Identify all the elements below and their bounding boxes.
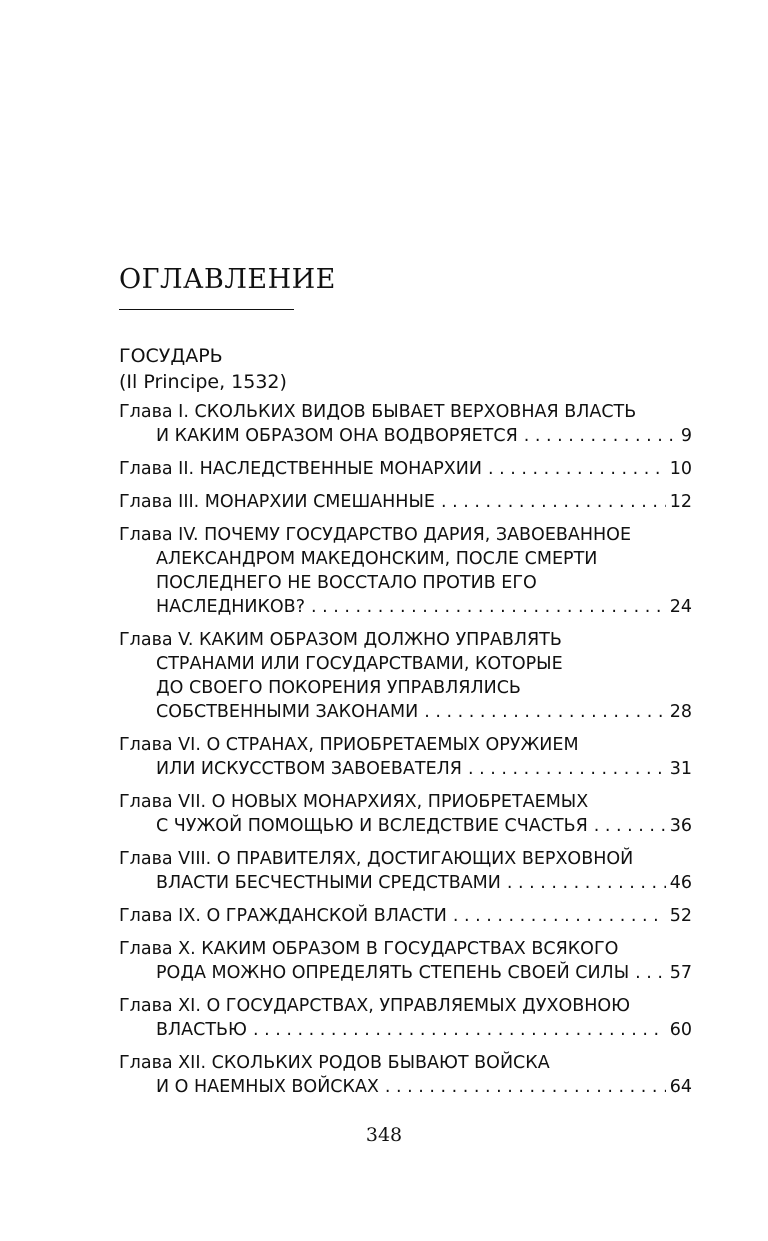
chapter-title-line: Глава V. КАКИМ ОБРАЗОМ ДОЛЖНО УПРАВЛЯТЬ <box>119 630 562 650</box>
chapter-page: 64 <box>669 1077 692 1097</box>
chapter-title-line: И КАКИМ ОБРАЗОМ ОНА ВОДВОРЯЕТСЯ <box>156 426 518 446</box>
chapter-title-line: Глава I. СКОЛЬКИХ ВИДОВ БЫВАЕТ ВЕРХОВНАЯ ВЛАСТЬ <box>119 402 637 422</box>
chapter-title-line: РОДА МОЖНО ОПРЕДЕЛЯТЬ СТЕПЕНЬ СВОЕЙ СИЛЫ <box>156 963 630 983</box>
chapter-title-line: ВЛАСТИ БЕСЧЕСТНЫМИ СРЕДСТВАМИ <box>156 873 501 893</box>
dot-leader <box>468 757 666 781</box>
chapter-page: 46 <box>669 873 692 893</box>
dot-leader <box>507 871 666 895</box>
chapter-page: 36 <box>669 816 692 836</box>
page-number: 348 <box>365 1124 403 1146</box>
heading-divider <box>119 309 294 310</box>
chapter-page: 60 <box>669 1020 692 1040</box>
chapter-title-line: Глава III. МОНАРХИИ СМЕШАННЫЕ <box>119 492 435 512</box>
chapter-title-line: Глава VII. О НОВЫХ МОНАРХИЯХ, ПРИОБРЕТАЕМЫХ <box>119 792 589 812</box>
dot-leader <box>635 961 666 985</box>
dot-leader <box>441 490 666 514</box>
chapter-title-line: Глава IV. ПОЧЕМУ ГОСУДАРСТВО ДАРИЯ, ЗАВОЕВАННОЕ <box>119 525 632 545</box>
chapter-title-line: СОБСТВЕННЫМИ ЗАКОНАМИ <box>156 702 419 722</box>
chapter-title-line: ИЛИ ИСКУССТВОМ ЗАВОЕВАТЕЛЯ <box>156 759 462 779</box>
dot-leader <box>524 424 677 448</box>
toc-entry[interactable] <box>119 937 692 985</box>
toc-entry[interactable] <box>119 847 692 895</box>
toc-entry[interactable] <box>119 904 692 928</box>
chapter-title-line: Глава XI. О ГОСУДАРСТВАХ, УПРАВЛЯЕМЫХ ДУХОВНОЮ <box>119 996 631 1016</box>
toc-entry[interactable] <box>119 1051 692 1099</box>
dot-leader <box>453 904 666 928</box>
toc-entry[interactable] <box>119 490 692 514</box>
toc-entry[interactable] <box>119 790 692 838</box>
chapter-title-line: АЛЕКСАНДРОМ МАКЕДОНСКИМ, ПОСЛЕ СМЕРТИ <box>156 549 598 569</box>
chapter-title-line: ВЛАСТЬЮ <box>156 1020 247 1040</box>
chapter-title-line: ПОСЛЕДНЕГО НЕ ВОССТАЛО ПРОТИВ ЕГО <box>156 573 537 593</box>
chapter-page: 24 <box>669 597 692 617</box>
part-subtitle: (Il Principe, 1532) <box>119 371 287 393</box>
dot-leader <box>311 595 666 619</box>
chapter-title-line: Глава X. КАКИМ ОБРАЗОМ В ГОСУДАРСТВАХ ВСЯКОГО <box>119 939 619 959</box>
chapter-page: 12 <box>669 492 692 512</box>
chapter-page: 9 <box>680 426 692 446</box>
chapter-page: 57 <box>669 963 692 983</box>
dot-leader <box>424 700 666 724</box>
chapter-page: 10 <box>669 459 692 479</box>
chapter-page: 28 <box>669 702 692 722</box>
toc-entry[interactable] <box>119 628 692 724</box>
dot-leader <box>594 814 666 838</box>
toc-entry[interactable] <box>119 457 692 481</box>
chapter-title-line: Глава VI. О СТРАНАХ, ПРИОБРЕТАЕМЫХ ОРУЖИЕМ <box>119 735 579 755</box>
chapter-title-line: Глава VIII. О ПРАВИТЕЛЯХ, ДОСТИГАЮЩИХ ВЕРХОВНОЙ <box>119 849 634 869</box>
chapter-title-line: Глава XII. СКОЛЬКИХ РОДОВ БЫВАЮТ ВОЙСКА <box>119 1053 550 1073</box>
chapter-title-line: С ЧУЖОЙ ПОМОЩЬЮ И ВСЛЕДСТВИЕ СЧАСТЬЯ <box>156 816 588 836</box>
chapter-title-line: СТРАНАМИ ИЛИ ГОСУДАРСТВАМИ, КОТОРЫЕ <box>156 654 563 674</box>
chapter-title-line: НАСЛЕДНИКОВ? <box>156 597 305 617</box>
toc-entry[interactable] <box>119 400 692 448</box>
chapter-title-line: И О НАЕМНЫХ ВОЙСКАХ <box>156 1077 379 1097</box>
dot-leader <box>488 457 666 481</box>
dot-leader <box>253 1018 666 1042</box>
toc-entry[interactable] <box>119 994 692 1042</box>
toc-list <box>119 400 692 1108</box>
chapter-page: 52 <box>669 906 692 926</box>
chapter-title-line: ДО СВОЕГО ПОКОРЕНИЯ УПРАВЛЯЛИСЬ <box>156 678 521 698</box>
dot-leader <box>385 1075 666 1099</box>
toc-entry[interactable] <box>119 523 692 619</box>
part-title: ГОСУДАРЬ <box>119 345 223 367</box>
chapter-title-line: Глава IX. О ГРАЖДАНСКОЙ ВЛАСТИ <box>119 906 447 926</box>
chapter-page: 31 <box>669 759 692 779</box>
toc-heading: ОГЛАВЛЕНИЕ <box>119 264 336 295</box>
chapter-title-line: Глава II. НАСЛЕДСТВЕННЫЕ МОНАРХИИ <box>119 459 482 479</box>
toc-entry[interactable] <box>119 733 692 781</box>
